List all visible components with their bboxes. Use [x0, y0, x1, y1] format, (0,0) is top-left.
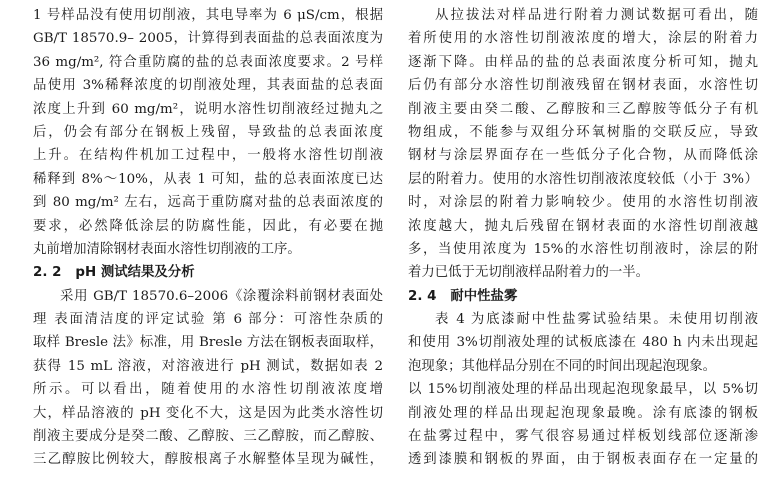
- text-line: 丸前增加清除钢材表面水溶性切削液的工序。: [33, 241, 301, 257]
- paragraph-adhesion: [408, 4, 758, 285]
- text-line: 削液主要成分是癸二酸、乙醇胺、三乙醇胺，而乙醇胺、: [33, 429, 383, 445]
- paragraph-salt-spray: [408, 308, 758, 472]
- right-column: [408, 4, 758, 472]
- text-line: 三乙醇胺比例较大，醇胺根离子水解整体呈现为碱性，: [33, 452, 383, 468]
- paragraph-conductivity: [33, 4, 383, 261]
- text-line: 从拉拔法对样品进行附着力测试数据可看出，随: [435, 8, 758, 23]
- text-line: 后仍有部分水溶性切削液残留在钢材表面，水溶性切: [408, 78, 758, 94]
- text-line: 稀释到 8%～10%，从表 1 可知，盐的总表面浓度已达: [33, 171, 383, 187]
- text-line: 1 号样品没有使用切削液，其电导率为 6 μS/cm，根据: [33, 8, 383, 23]
- text-line: 表 4 为底漆耐中性盐雾试验结果。未使用切削液: [435, 312, 758, 328]
- text-line: 获得 15 mL 溶液，对溶液进行 pH 测试，数据如表 2: [33, 358, 383, 374]
- text-line: 所示。可以看出，随着使用的水溶性切削液浓度增: [33, 382, 383, 398]
- text-line: GB/T 18570.9– 2005，计算得到表面盐的总表面浓度为: [33, 31, 383, 47]
- text-line: 要求，必然降低涂层的防腐性能，因此，有必要在抛: [33, 218, 383, 234]
- text-line: 削液主要由癸二酸、乙醇胺和三乙醇胺等低分子有机: [408, 101, 758, 117]
- text-line: 钢材与涂层界面存在一些低分子化合物，从而降低涂: [408, 148, 758, 164]
- text-line: 采用 GB/T 18570.6–2006《涂覆涂料前钢材表面处: [60, 288, 383, 304]
- text-line: 和使用 3%切削液处理的试板底漆在 480 h 内未出现起: [408, 335, 758, 351]
- text-line: 在盐雾过程中，雾气很容易通过样板划线部位逐渐渗: [408, 429, 758, 445]
- text-line: 泡现象；其他样品分别在不同的时间出现起泡现象。: [408, 358, 716, 374]
- section-title: 耐中性盐雾: [450, 288, 518, 304]
- text-line: 上升。在结构件机加工过程中，一般将水溶性切削液: [33, 148, 383, 164]
- text-line: 层的附着力。使用的水溶性切削液浓度较低（小于 3%）: [408, 171, 758, 187]
- text-line: 削液处理的样品出现起泡现象最晚。涂有底漆的钢板: [408, 405, 758, 421]
- text-line: 物组成，不能参与双组分环氧树脂的交联反应，导致: [408, 124, 758, 140]
- text-line: 取样 Bresle 法》标准，用 Bresle 方法在钢板表面取样，: [33, 335, 383, 351]
- text-line: 36 mg/m², 符合重防腐的盐的总表面浓度要求。2 号样: [33, 54, 383, 70]
- paragraph-ph-test: [33, 285, 383, 472]
- text-line: 以 15%切削液处理的样品出现起泡现象最早，以 5%切: [408, 382, 758, 398]
- text-line: 透到漆膜和钢板的界面，由于钢板表面存在一定量的: [408, 452, 758, 468]
- section-title: pH 测试结果及分析: [75, 265, 195, 281]
- left-column: [33, 4, 383, 472]
- text-line: 逐渐下降。由样品的盐的总表面浓度分析可知，抛丸: [408, 54, 758, 70]
- text-line: 着所使用的水溶性切削液浓度的增大，涂层的附着力: [408, 31, 758, 47]
- text-line: 后，仍会有部分在钢板上残留，导致盐的总表面浓度: [33, 124, 383, 140]
- text-line: 到 80 mg/m² 左右，远高于重防腐对盐的总表面浓度的: [33, 195, 383, 211]
- text-line: 多，当使用浓度为 15%的水溶性切削液时，涂层的附: [408, 241, 758, 257]
- section-heading-2-2: [33, 261, 383, 284]
- text-line: 着力已低于无切削液样品附着力的一半。: [408, 265, 650, 281]
- text-line: 大，样品溶液的 pH 变化不大，这是因为此类水溶性切: [33, 405, 383, 421]
- text-line: 时，对涂层的附着力影响较少。使用的水溶性切削液: [408, 195, 758, 211]
- text-line: 理 表面清洁度的评定试验 第 6 部分：可溶性杂质的: [33, 312, 383, 328]
- text-line: 浓度上升到 60 mg/m²，说明水溶性切削液经过抛丸之: [33, 101, 383, 117]
- section-number: 2. 4: [408, 288, 437, 304]
- text-line: 浓度越大，抛丸后残留在钢材表面的水溶性切削液越: [408, 218, 758, 234]
- text-line: 品使用 3%稀释浓度的切削液处理，其表面盐的总表面: [33, 78, 383, 94]
- section-number: 2. 2: [33, 265, 62, 281]
- section-heading-2-4: [408, 285, 758, 308]
